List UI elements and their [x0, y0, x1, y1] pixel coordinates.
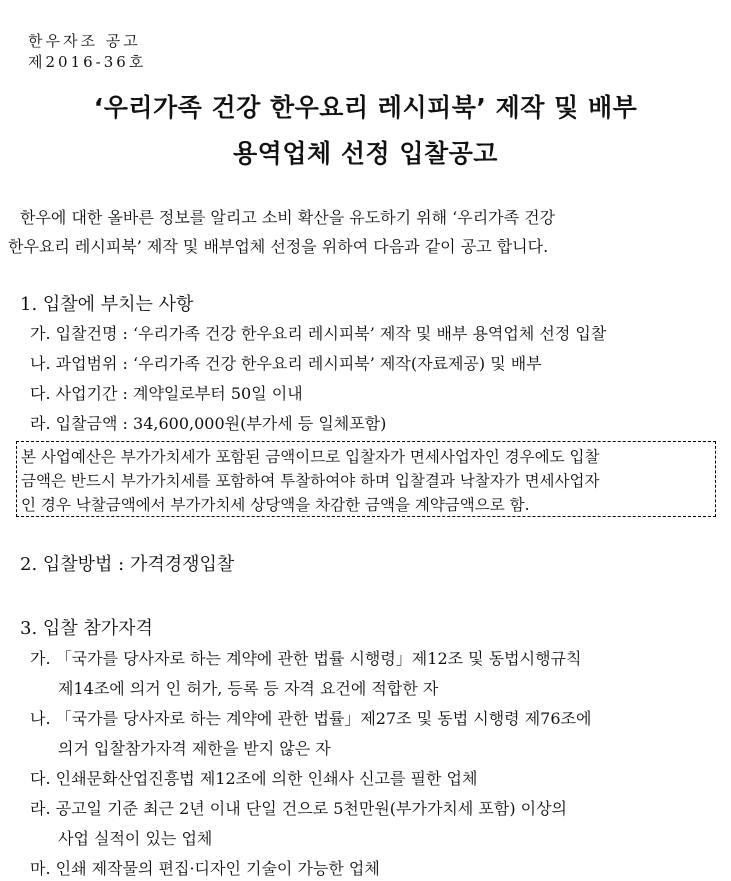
- notice-org-line: 한우자조 공고: [28, 32, 141, 50]
- section1-heading: 1. 입찰에 부치는 사항: [20, 294, 194, 315]
- section1-item-ga: 가. 입찰건명 : ‘우리가족 건강 한우요리 레시피북’ 제작 및 배부 용역업체 선정 입찰: [30, 324, 607, 343]
- budget-note-line3: 인 경우 낙찰금액에서 부가가치세 상당액을 차감한 금액을 계약금액으로 함.: [21, 496, 530, 514]
- section1-item-na: 나. 과업범위 : ‘우리가족 건강 한우요리 레시피북’ 제작(자료제공) 및 배부: [30, 354, 542, 373]
- section3-item-ga-cont: 제14조에 의거 인 허가, 등록 등 자격 요건에 적합한 자: [58, 679, 439, 698]
- section3-item-ma: 마. 인쇄 제작물의 편집·디자인 기술이 가능한 업체: [30, 859, 380, 878]
- section3-item-ra-cont: 사업 실적이 있는 업체: [58, 829, 213, 848]
- section3-heading: 3. 입찰 참가자격: [20, 618, 153, 639]
- budget-note-line1: 본 사업예산은 부가가치세가 포함된 금액이므로 입찰자가 면세사업자인 경우에도 입찰: [21, 448, 600, 466]
- budget-note-box: [16, 441, 716, 517]
- section1-item-ra: 라. 입찰금액 : 34,600,000원(부가세 등 일체포함): [30, 414, 387, 433]
- section3-item-da: 다. 인쇄문화산업진흥법 제12조에 의한 인쇄사 신고를 필한 업체: [30, 769, 478, 788]
- budget-note-line2: 금액은 반드시 부가가치세를 포함하여 투찰하여야 하며 입찰결과 낙찰자가 면세사업자: [21, 472, 600, 490]
- notice-number: 제2016-36호: [28, 53, 147, 71]
- intro-line2: 한우요리 레시피북’ 제작 및 배부업체 선정을 위하여 다음과 같이 공고 합니다.: [8, 237, 549, 256]
- section2-heading: 2. 입찰방법 : 가격경쟁입찰: [20, 554, 235, 575]
- intro-line1: 한우에 대한 올바른 정보를 알리고 소비 확산을 유도하기 위해 ‘우리가족 건강: [20, 208, 556, 227]
- section3-item-na: 나. 「국가를 당사자로 하는 계약에 관한 법률」제27조 및 동법 시행령 제76조에: [30, 709, 592, 728]
- page-title-line2: 용역업체 선정 입찰공고: [233, 139, 498, 168]
- section3-item-ga: 가. 「국가를 당사자로 하는 계약에 관한 법률 시행령」제12조 및 동법시행규칙: [30, 649, 582, 668]
- section1-item-da: 다. 사업기간 : 계약일로부터 50일 이내: [30, 384, 303, 403]
- section3-item-na-cont: 의거 입찰참가자격 제한을 받지 않은 자: [58, 739, 331, 758]
- page-title-line1: ‘우리가족 건강 한우요리 레시피북’ 제작 및 배부: [93, 93, 638, 122]
- section3-item-ra: 라. 공고일 기준 최근 2년 이내 단일 건으로 5천만원(부가가치세 포함) 이상의: [30, 799, 568, 818]
